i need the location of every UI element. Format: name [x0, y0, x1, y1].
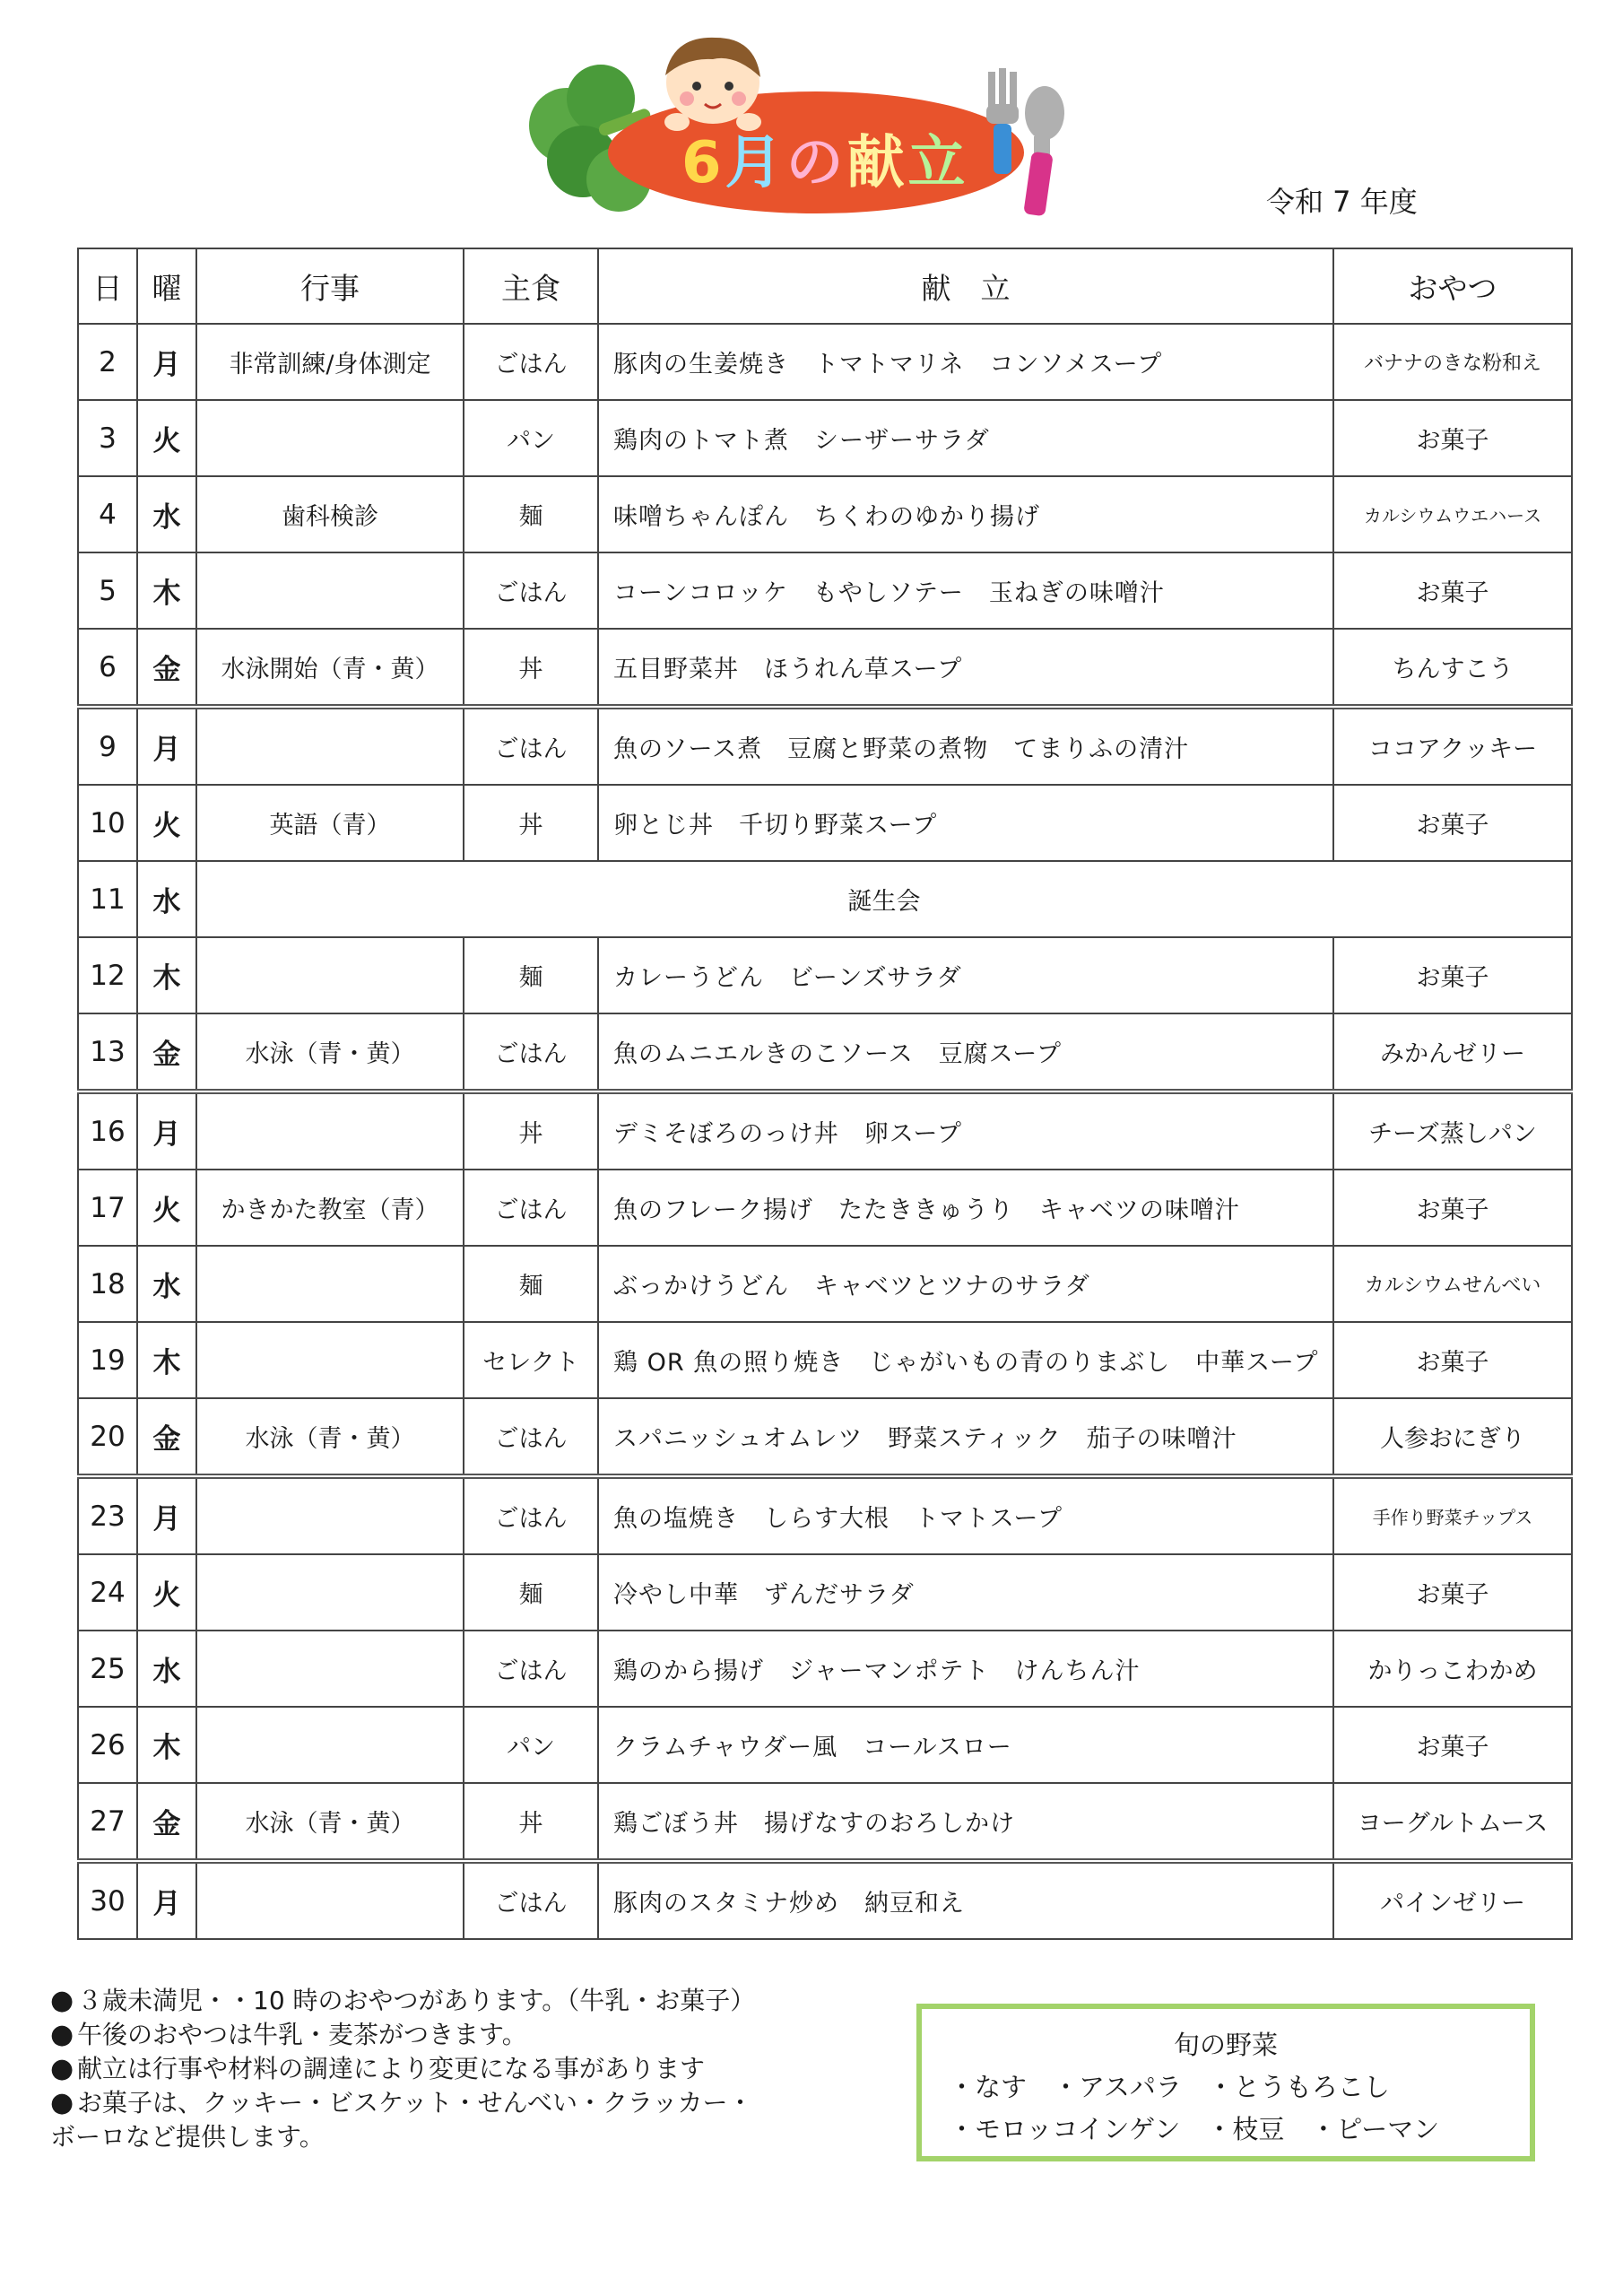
table-row	[78, 1631, 1572, 1707]
title-char-3: 献	[846, 130, 908, 196]
title-char-4: 立	[907, 130, 969, 196]
weekday-cell: 水	[137, 1631, 196, 1707]
event-cell	[196, 1861, 464, 1939]
note-text: ３歳未満児・・10 時のおやつがあります。（牛乳・お菓子）	[77, 1986, 756, 2015]
menu-cell: 魚のムニエルきのこソース 豆腐スープ	[598, 1013, 1333, 1091]
snack-cell: バナナのきな粉和え	[1333, 324, 1572, 400]
weekday-cell: 水	[137, 861, 196, 937]
table-row	[78, 629, 1572, 707]
weekday-cell: 火	[137, 400, 196, 476]
event-cell: 水泳（青・黄）	[196, 1013, 464, 1091]
day-cell: 10	[78, 785, 137, 861]
event-cell	[196, 1091, 464, 1170]
table-row	[78, 1476, 1572, 1554]
snack-cell: かりっこわかめ	[1333, 1631, 1572, 1707]
table-row	[78, 1861, 1572, 1939]
staple-cell: ごはん	[464, 1170, 598, 1246]
staple-cell: ごはん	[464, 707, 598, 785]
weekday-cell: 金	[137, 629, 196, 707]
table-row	[78, 1398, 1572, 1476]
title-month: 6	[681, 130, 725, 196]
weekday-cell: 月	[137, 324, 196, 400]
weekday-cell: 金	[137, 1013, 196, 1091]
weekday-cell: 月	[137, 1861, 196, 1939]
day-cell: 13	[78, 1013, 137, 1091]
staple-cell: パン	[464, 400, 598, 476]
day-cell: 30	[78, 1861, 137, 1939]
note-continuation: ボーロなど提供します。	[50, 2122, 325, 2152]
table-row	[78, 1013, 1572, 1091]
header-day: 日	[78, 248, 137, 324]
day-cell: 4	[78, 476, 137, 552]
event-cell: 水泳開始（青・黄）	[196, 629, 464, 707]
menu-cell: カレーうどん ビーンズサラダ	[598, 937, 1333, 1013]
day-cell: 25	[78, 1631, 137, 1707]
table-row	[78, 1091, 1572, 1170]
menu-cell: 鶏肉のトマト煮 シーザーサラダ	[598, 400, 1333, 476]
menu-cell: スパニッシュオムレツ 野菜スティック 茄子の味噌汁	[598, 1398, 1333, 1476]
menu-cell: 五目野菜丼 ほうれん草スープ	[598, 629, 1333, 707]
event-cell: 歯科検診	[196, 476, 464, 552]
menu-cell: デミそぼろのっけ丼 卵スープ	[598, 1091, 1333, 1170]
table-row	[78, 400, 1572, 476]
bullet-icon: ●	[50, 2019, 74, 2050]
menu-cell: 卵とじ丼 千切り野菜スープ	[598, 785, 1333, 861]
snack-cell: お菓子	[1333, 937, 1572, 1013]
snack-cell: お菓子	[1333, 1707, 1572, 1783]
snack-cell: ココアクッキー	[1333, 707, 1572, 785]
table-row	[78, 785, 1572, 861]
menu-cell: 鶏のから揚げ ジャーマンポテト けんちん汁	[598, 1631, 1333, 1707]
table-row	[78, 861, 1572, 937]
staple-cell: ごはん	[464, 1013, 598, 1091]
note-text: お菓子は、クッキー・ビスケット・せんべい・クラッカー・	[77, 2088, 753, 2118]
table-row	[78, 1322, 1572, 1398]
weekday-cell: 火	[137, 1170, 196, 1246]
staple-cell: 丼	[464, 1783, 598, 1861]
snack-cell: お菓子	[1333, 785, 1572, 861]
snack-cell: お菓子	[1333, 400, 1572, 476]
notes	[50, 1984, 857, 2154]
day-cell: 2	[78, 324, 137, 400]
event-cell	[196, 1322, 464, 1398]
event-cell	[196, 1707, 464, 1783]
menu-cell: 魚の塩焼き しらす大根 トマトスープ	[598, 1476, 1333, 1554]
menu-cell: 鶏 OR 魚の照り焼き じゃがいもの青のりまぶし 中華スープ	[598, 1322, 1333, 1398]
staple-cell: 麺	[464, 476, 598, 552]
note-item	[50, 2018, 857, 2052]
snack-cell: お菓子	[1333, 1170, 1572, 1246]
staple-cell: ごはん	[464, 324, 598, 400]
day-cell: 12	[78, 937, 137, 1013]
menu-cell: クラムチャウダー風 コールスロー	[598, 1707, 1333, 1783]
event-cell	[196, 1476, 464, 1554]
bullet-icon: ●	[50, 1985, 74, 2016]
table-row	[78, 324, 1572, 400]
note-item	[50, 2052, 857, 2086]
day-cell: 26	[78, 1707, 137, 1783]
event-cell	[196, 1246, 464, 1322]
day-cell: 9	[78, 707, 137, 785]
staple-cell: ごはん	[464, 552, 598, 629]
event-cell: 水泳（青・黄）	[196, 1398, 464, 1476]
weekday-cell: 水	[137, 1246, 196, 1322]
menu-cell: コーンコロッケ もやしソテー 玉ねぎの味噌汁	[598, 552, 1333, 629]
weekday-cell: 木	[137, 552, 196, 629]
menu-cell: 鶏ごぼう丼 揚げなすのおろしかけ	[598, 1783, 1333, 1861]
staple-cell: ごはん	[464, 1631, 598, 1707]
event-cell	[196, 1554, 464, 1631]
snack-cell: 手作り野菜チップス	[1333, 1476, 1572, 1554]
weekday-cell: 月	[137, 1476, 196, 1554]
weekday-cell: 木	[137, 1322, 196, 1398]
table-header-row	[78, 248, 1572, 324]
day-cell: 3	[78, 400, 137, 476]
menu-cell: 豚肉のスタミナ炒め 納豆和え	[598, 1861, 1333, 1939]
staple-cell: ごはん	[464, 1861, 598, 1939]
event-cell: 水泳（青・黄）	[196, 1783, 464, 1861]
note-text: 午後のおやつは牛乳・麦茶がつきます。	[77, 2020, 527, 2049]
table-row	[78, 476, 1572, 552]
note-item	[50, 1984, 857, 2018]
weekday-cell: 月	[137, 707, 196, 785]
snack-cell: パインゼリー	[1333, 1861, 1572, 1939]
title-char-2: の	[785, 130, 847, 196]
event-cell: 英語（青）	[196, 785, 464, 861]
header-menu: 献 立	[598, 248, 1333, 324]
table-row	[78, 552, 1572, 629]
bullet-icon: ●	[50, 2053, 74, 2084]
table-row	[78, 1246, 1572, 1322]
event-cell	[196, 400, 464, 476]
menu-cell: ぶっかけうどん キャベツとツナのサラダ	[598, 1246, 1333, 1322]
staple-cell: セレクト	[464, 1322, 598, 1398]
staple-cell: 麺	[464, 937, 598, 1013]
note-text: 献立は行事や材料の調達により変更になる事があります	[77, 2054, 706, 2083]
staple-cell: 麺	[464, 1554, 598, 1631]
event-cell	[196, 552, 464, 629]
day-cell: 5	[78, 552, 137, 629]
fiscal-year: 令和 7 年度	[1266, 185, 1418, 219]
day-cell: 17	[78, 1170, 137, 1246]
staple-cell: ごはん	[464, 1476, 598, 1554]
staple-cell: ごはん	[464, 1398, 598, 1476]
header-weekday: 曜	[137, 248, 196, 324]
header-staple: 主食	[464, 248, 598, 324]
table-row	[78, 1170, 1572, 1246]
seasonal-vegetables-box	[916, 2004, 1535, 2161]
title-char-1: 月	[725, 130, 786, 196]
weekday-cell: 木	[137, 937, 196, 1013]
note-item	[50, 2086, 857, 2120]
table-row	[78, 707, 1572, 785]
weekday-cell: 水	[137, 476, 196, 552]
event-span-cell: 誕生会	[196, 861, 1572, 937]
weekday-cell: 火	[137, 1554, 196, 1631]
snack-cell: お菓子	[1333, 1554, 1572, 1631]
day-cell: 18	[78, 1246, 137, 1322]
bullet-icon: ●	[50, 2087, 74, 2118]
weekday-cell: 火	[137, 785, 196, 861]
staple-cell: パン	[464, 1707, 598, 1783]
snack-cell: みかんゼリー	[1333, 1013, 1572, 1091]
event-cell	[196, 1631, 464, 1707]
day-cell: 19	[78, 1322, 137, 1398]
weekday-cell: 月	[137, 1091, 196, 1170]
event-cell	[196, 707, 464, 785]
staple-cell: 麺	[464, 1246, 598, 1322]
table-row	[78, 937, 1572, 1013]
weekday-cell: 木	[137, 1707, 196, 1783]
seasonal-row-1: ・なす ・アスパラ ・とうもろこし	[949, 2072, 1390, 2102]
staple-cell: 丼	[464, 629, 598, 707]
header-snack: おやつ	[1333, 248, 1572, 324]
table-row	[78, 1707, 1572, 1783]
menu-title	[681, 117, 969, 199]
menu-cell: 味噌ちゃんぽん ちくわのゆかり揚げ	[598, 476, 1333, 552]
day-cell: 16	[78, 1091, 137, 1170]
day-cell: 24	[78, 1554, 137, 1631]
snack-cell: カルシウムウエハース	[1333, 476, 1572, 552]
table-row	[78, 1554, 1572, 1631]
menu-cell: 魚のフレーク揚げ たたききゅうり キャベツの味噌汁	[598, 1170, 1333, 1246]
seasonal-row-2: ・モロッコインゲン ・枝豆 ・ピーマン	[949, 2114, 1440, 2144]
snack-cell: カルシウムせんべい	[1333, 1246, 1572, 1322]
snack-cell: お菓子	[1333, 552, 1572, 629]
snack-cell: お菓子	[1333, 1322, 1572, 1398]
spoon-icon	[1023, 86, 1064, 216]
day-cell: 27	[78, 1783, 137, 1861]
snack-cell: 人参おにぎり	[1333, 1398, 1572, 1476]
header-event: 行事	[196, 248, 464, 324]
day-cell: 23	[78, 1476, 137, 1554]
event-cell: かきかた教室（青）	[196, 1170, 464, 1246]
menu-cell: 冷やし中華 ずんだサラダ	[598, 1554, 1333, 1631]
event-cell: 非常訓練/身体測定	[196, 324, 464, 400]
snack-cell: チーズ蒸しパン	[1333, 1091, 1572, 1170]
staple-cell: 丼	[464, 1091, 598, 1170]
day-cell: 6	[78, 629, 137, 707]
weekday-cell: 金	[137, 1783, 196, 1861]
menu-table	[77, 248, 1573, 1940]
snack-cell: ちんすこう	[1333, 629, 1572, 707]
seasonal-title: 旬の野菜	[1173, 2030, 1278, 2060]
day-cell: 20	[78, 1398, 137, 1476]
menu-cell: 豚肉の生姜焼き トマトマリネ コンソメスープ	[598, 324, 1333, 400]
event-cell	[196, 937, 464, 1013]
table-row	[78, 1783, 1572, 1861]
menu-cell: 魚のソース煮 豆腐と野菜の煮物 てまりふの清汁	[598, 707, 1333, 785]
snack-cell: ヨーグルトムース	[1333, 1783, 1572, 1861]
weekday-cell: 金	[137, 1398, 196, 1476]
staple-cell: 丼	[464, 785, 598, 861]
page-header	[511, 27, 1085, 233]
day-cell: 11	[78, 861, 137, 937]
